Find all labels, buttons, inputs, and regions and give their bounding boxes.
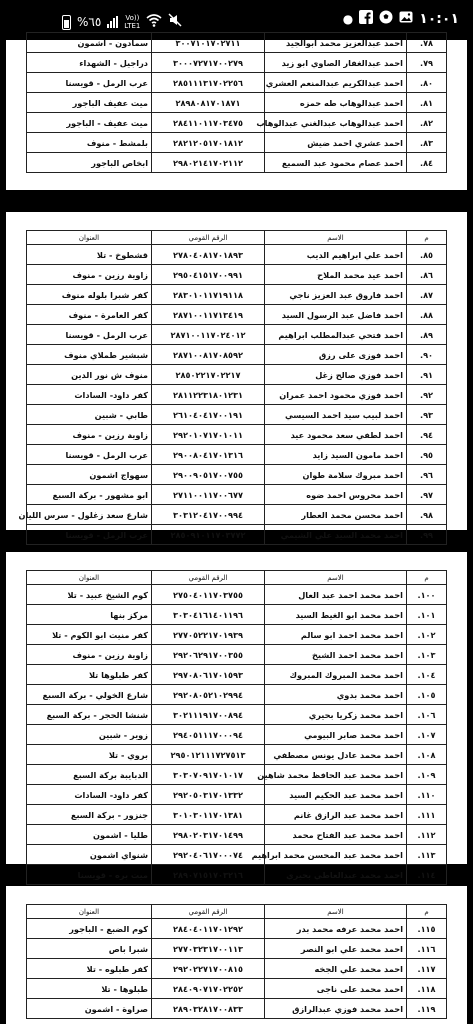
row-national-id: ٢٨٣٠١٠١١٧١٩١١٨: [152, 285, 265, 305]
row-name: احمد عبدالغفار الصاوي ابو زيد: [265, 53, 407, 73]
row-national-id: ٢٨٤٠٩٠٧١٧٠٢٢٥٢: [152, 979, 265, 999]
row-national-id: ٢٩٨٠٢١٤١٧٠٢١١٢: [152, 153, 265, 173]
row-name: احمد محمد عادل يونس مصطفي: [265, 745, 407, 765]
row-address: طابي - شبين: [27, 405, 152, 425]
row-address: شنشا الحجر - بركة السبع: [27, 705, 152, 725]
row-name: احمد محمد السيد علي الشيمي: [265, 525, 407, 545]
row-number: ١٠٢.: [407, 625, 447, 645]
document-page-1: [6, 37, 467, 190]
row-national-id: ٢٧١١٠٠١١٧٠٠٦٧٧: [152, 485, 265, 505]
table-row: [27, 705, 447, 725]
table-row: [27, 133, 447, 153]
data-table-page-1: [26, 32, 447, 173]
table-row: [27, 665, 447, 685]
row-address: ابو مشهور - بركة السبع: [27, 485, 152, 505]
row-address: عرب الرمل - قويسنا: [27, 525, 152, 545]
row-address: عرب الرمل - قويسنا: [27, 73, 152, 93]
row-national-id: ٢٨٩٠٧١٥١٧٠٣٢١٦: [152, 865, 265, 885]
table-row: [27, 505, 447, 525]
row-national-id: ٢٦١٠٤٠٤١٧٠٠١٩١: [152, 405, 265, 425]
row-number: ١٠٩.: [407, 765, 447, 785]
row-national-id: ٢٩٥٠١٢١١١٧٢٧٥١٣: [152, 745, 265, 765]
row-number: ١١٨.: [407, 979, 447, 999]
row-address: جنزور - بركة السبع: [27, 805, 152, 825]
row-name: احمد عشري احمد ضيش: [265, 133, 407, 153]
row-name: احمد محمد المبروك المبروك: [265, 665, 407, 685]
battery-icon: [62, 15, 71, 30]
row-name: احمد محمد عبد الفتاح محمد: [265, 825, 407, 845]
row-number: ٩٠.: [407, 345, 447, 365]
row-address: الدبايبة بركة السبع: [27, 765, 152, 785]
row-national-id: ٣٠٠٧١٠١٧٠٢٧١١: [152, 33, 265, 53]
row-address: سهواج اشمون: [27, 465, 152, 485]
table-row: [27, 725, 447, 745]
row-name: احمد لطفي سعد محمود عيد: [265, 425, 407, 445]
row-name: احمد فتحي عبدالمطلب ابراهيم: [265, 325, 407, 345]
row-national-id: ٢٩٠٠٨٠٤١٧٠١٣١٦: [152, 445, 265, 465]
row-name: احمد محمد عبد الرازق غانم: [265, 805, 407, 825]
row-number: ١١٩.: [407, 999, 447, 1019]
row-national-id: ٣٠٣٠٤١٦١٤٠١١٩٦: [152, 605, 265, 625]
row-national-id: ٢٨٢١٢٠٥١٧٠١٨١٢: [152, 133, 265, 153]
header-address: العنوان: [27, 231, 152, 245]
table-row: [27, 785, 447, 805]
document-page-3: [6, 552, 467, 880]
table-row: [27, 285, 447, 305]
table-row: [27, 305, 447, 325]
table-row: [27, 865, 447, 885]
row-national-id: ٢٨٩٠٣٢٨١٧٠٠٨٣٣: [152, 999, 265, 1019]
row-name: احمد لبيب سيد احمد السيسي: [265, 405, 407, 425]
row-number: ٨٢.: [407, 113, 447, 133]
table-row: [27, 745, 447, 765]
table-body: [27, 919, 447, 1019]
row-name: احمد محمد علي الجخه: [265, 959, 407, 979]
table-row: [27, 153, 447, 173]
row-national-id: ٢٨٥١١١٣١٧٠٢٢٥٦: [152, 73, 265, 93]
row-address: شارع سعد زغلول - سرس الليان: [27, 505, 152, 525]
status-right-group: [343, 10, 459, 28]
table-row: [27, 939, 447, 959]
row-number: ١٠٧.: [407, 725, 447, 745]
row-name: احمد محمد علي ابو النصر: [265, 939, 407, 959]
row-name: احمد محمد زكريا بحيري: [265, 705, 407, 725]
table-body: [18, 245, 447, 545]
row-number: ٩٥.: [407, 445, 447, 465]
row-national-id: ٢٩٧٠٨٠٦١٧٠١٥٩٣: [152, 665, 265, 685]
row-number: ٩٣.: [407, 405, 447, 425]
row-name: احمد محمد عبد المحسن محمد ابراهيم: [265, 845, 407, 865]
row-number: ١٠٤.: [407, 665, 447, 685]
row-national-id: ٢٧٧٠٥٢٢١٧٠١٩٣٩: [152, 625, 265, 645]
table-header: [27, 231, 447, 245]
header-num: م: [407, 571, 447, 585]
row-number: ٨٤.: [407, 153, 447, 173]
data-table-page-3: [26, 570, 447, 885]
table-row: [27, 845, 447, 865]
table-header: [27, 905, 447, 919]
row-number: ٧٩.: [407, 53, 447, 73]
row-national-id: ٢٩٢٠٤٠٦١٧٠٠٠٧٤: [152, 845, 265, 865]
row-number: ١٠٥.: [407, 685, 447, 705]
row-national-id: ٣٠٢١١١٩١٧٠٠٨٩٤: [152, 705, 265, 725]
data-table-page-4: [26, 904, 447, 1019]
row-address: كوم الشيخ عبيد - تلا: [27, 585, 152, 605]
row-name: احمد محمد عبدالعاطي بحيري: [265, 865, 407, 885]
row-number: ٩٧.: [407, 485, 447, 505]
row-number: ١١٢.: [407, 825, 447, 845]
row-number: ٨٦.: [407, 265, 447, 285]
row-name: احمد عبدالعزيز محمد ابوالجيد: [265, 33, 407, 53]
row-number: ١١٠.: [407, 785, 447, 805]
row-address: عرب الرمل - قويسنا: [27, 325, 152, 345]
row-address: شبرا باص: [27, 939, 152, 959]
header-num: م: [407, 905, 447, 919]
table-row: [27, 825, 447, 845]
row-number: ١١٦.: [407, 939, 447, 959]
row-address: كفر داود- السادات: [27, 785, 152, 805]
row-name: احمد محمد على ناجى: [265, 979, 407, 999]
row-national-id: ٢٨٧١٠٠١١٧٠٢٤٠١٢: [152, 325, 265, 345]
table-row: [27, 465, 447, 485]
document-page-2: [6, 212, 467, 540]
mute-icon: [168, 13, 182, 31]
row-address: شنواي اشمون: [27, 845, 152, 865]
row-national-id: ٢٨٥٠٢٢١٧٠٢٢١٧: [152, 365, 265, 385]
header-name: الاسم: [265, 571, 407, 585]
table-row: [27, 405, 447, 425]
gallery-icon: [399, 10, 413, 28]
row-name: احمد عبدالكريم عبدالمنعم العشري: [265, 73, 407, 93]
header-name: الاسم: [265, 905, 407, 919]
table-row: [27, 425, 447, 445]
row-name: احمد محمد احمد عبد العال: [265, 585, 407, 605]
table-row: [27, 805, 447, 825]
row-name: احمد محمد احمد ابو سالم: [265, 625, 407, 645]
table-row: [27, 265, 447, 285]
row-national-id: ٢٨١١٢٢٣١٨٠١٢٣١: [152, 385, 265, 405]
table-row: [27, 53, 447, 73]
row-address: ميت عفيف الباجور: [27, 93, 152, 113]
table-row: [27, 73, 447, 93]
row-address: منوف ش نور الدين: [27, 365, 152, 385]
row-national-id: ٢٩٢٠٢٢٧١٧٠٠٨١٥: [152, 959, 265, 979]
row-name: احمد محروس احمد ضوه: [265, 485, 407, 505]
row-name: احمد فوزي صالح زغل: [265, 365, 407, 385]
row-number: ٨٥.: [407, 245, 447, 265]
table-body: [27, 33, 447, 173]
row-number: ١١٣.: [407, 845, 447, 865]
row-number: ٨٨.: [407, 305, 447, 325]
header-address: العنوان: [27, 905, 152, 919]
row-address: صراوة - اشمون: [27, 999, 152, 1019]
row-name: احمد محمد صابر البيومي: [265, 725, 407, 745]
table-row: [27, 525, 447, 545]
row-address: كفر منيت ابو الكوم - تلا: [27, 625, 152, 645]
row-number: ٩٢.: [407, 385, 447, 405]
row-address: شبشير طملاي منوف: [27, 345, 152, 365]
row-address: ابخاص الباجور: [27, 153, 152, 173]
row-number: ٧٨.: [407, 33, 447, 53]
soccer-icon: [379, 10, 393, 28]
table-row: [27, 33, 447, 53]
row-number: ١٠٨.: [407, 745, 447, 765]
row-address: شارع الخولي - بركة السبع: [27, 685, 152, 705]
row-national-id: ٢٩٢٠٥٠٣١٧٠١٣٣٢: [152, 785, 265, 805]
row-address: بلمشط - منوف: [27, 133, 152, 153]
row-name: احمد فاضل عبد الرسول السيد: [265, 305, 407, 325]
row-national-id: ٢٨٩٨٠٨١٧٠١٨٧١: [152, 93, 265, 113]
row-number: ١١٥.: [407, 919, 447, 939]
row-address: قشطوخ - تلا: [27, 245, 152, 265]
row-national-id: ٢٨٧١٠٠١١٧١٣٤١٩: [152, 305, 265, 325]
network-label: Vo)) LTE1: [124, 14, 141, 30]
row-number: ٩٦.: [407, 465, 447, 485]
row-name: احمد محسن محمد العطار: [265, 505, 407, 525]
row-number: ١١٤.: [407, 865, 447, 885]
row-national-id: ٢٩٤٠٥١١١٧٠٠٠٩٤: [152, 725, 265, 745]
status-left-group: [62, 13, 182, 31]
table-row: [27, 605, 447, 625]
row-national-id: ٢٨٧١٠٠٨١٧٠٨٥٩٢: [152, 345, 265, 365]
table-row: [27, 919, 447, 939]
row-address: زوير - شبين: [27, 725, 152, 745]
row-address: زاوية رزين - منوف: [27, 265, 152, 285]
row-national-id: ٢٩٥٠٤١٥١٧٠٠٩٩١: [152, 265, 265, 285]
row-number: ٨٧.: [407, 285, 447, 305]
signal-icon: [107, 16, 118, 28]
table-body: [27, 585, 447, 885]
table-row: [27, 445, 447, 465]
table-row: [27, 765, 447, 785]
row-name: احمد عيد محمد الملاح: [265, 265, 407, 285]
row-national-id: ٢٩٨٠٢٠٣١٧٠١٤٩٩: [152, 825, 265, 845]
row-address: ميت عفيف - الباجور: [27, 113, 152, 133]
row-number: ١٠٠.: [407, 585, 447, 605]
row-number: ٨١.: [407, 93, 447, 113]
header-row: [27, 905, 447, 919]
row-national-id: ٢٩٠٠٩٠٥١٧٠٠٧٥٥: [152, 465, 265, 485]
row-address: زاوية رزين - منوف: [27, 425, 152, 445]
row-name: احمد محمد احمد الشيخ: [265, 645, 407, 665]
table-row: [27, 585, 447, 605]
row-name: احمد مامون السيد زايد: [265, 445, 407, 465]
row-national-id: ٣٠١٠٣٠١١٧٠١٣٨١: [152, 805, 265, 825]
table-row: [27, 245, 447, 265]
row-name: احمد محمد عبد الحافظ محمد شاهين: [265, 765, 407, 785]
row-address: عرب الرمل - قويسنا: [27, 445, 152, 465]
dot-icon: ●: [342, 12, 354, 26]
row-name: احمد محمد عرفه محمد بدر: [265, 919, 407, 939]
row-national-id: ٢٨٤٠٤٠١١٧٠١٢٩٢: [152, 919, 265, 939]
table-row: [27, 999, 447, 1019]
header-national-id: الرقم القومي: [152, 231, 265, 245]
table-row: [27, 959, 447, 979]
table-row: [27, 645, 447, 665]
row-national-id: ٣٠٣٠٧٠٩١٧٠١٠١٧: [152, 765, 265, 785]
row-name: احمد فوزى على رزق: [265, 345, 407, 365]
row-name: احمد علي ابراهيم الديب: [265, 245, 407, 265]
row-address: كفر طبلوها تلا: [27, 665, 152, 685]
row-national-id: ٢٩٢٠١٠٧١٧٠١٠١١: [152, 425, 265, 445]
row-address: كفر طبلوه - تلا: [27, 959, 152, 979]
row-address: كوم الضبع - الباجور: [27, 919, 152, 939]
row-address: سمادون - اشمون: [27, 33, 152, 53]
row-number: ١١١.: [407, 805, 447, 825]
row-number: ٨٩.: [407, 325, 447, 345]
table-row: [27, 113, 447, 133]
row-number: ٨٣.: [407, 133, 447, 153]
clock-time: ١٠:٠١: [419, 11, 459, 27]
row-number: ٨٠.: [407, 73, 447, 93]
row-national-id: ٢٨٥٠٩١٠١١٧٠٣٧٧٢: [152, 525, 265, 545]
row-name: احمد فاروق عبد العزيز ناجي: [265, 285, 407, 305]
row-address: طليا - اشمون: [27, 825, 152, 845]
row-number: ١٠٣.: [407, 645, 447, 665]
row-national-id: ٢٧٨٠٤٠٨١٧٠١٨٩٣: [152, 245, 265, 265]
row-address: طبلوها - تلا: [27, 979, 152, 999]
header-row: [27, 231, 447, 245]
table-row: [27, 979, 447, 999]
row-national-id: ٢٨٤١١٠١١٧٠٣٤٧٥: [152, 113, 265, 133]
row-number: ١١٧.: [407, 959, 447, 979]
row-number: ١٠١.: [407, 605, 447, 625]
row-national-id: ٢٩٢٠٦٢٩١٧٠٠٣٥٥: [152, 645, 265, 665]
row-address: كفر شبرا بلوله منوف: [27, 285, 152, 305]
row-number: ٩٨.: [407, 505, 447, 525]
facebook-icon: [359, 10, 373, 28]
document-page-4: [6, 886, 467, 1024]
header-row: [27, 571, 447, 585]
row-number: ١٠٦.: [407, 705, 447, 725]
row-name: احمد محمد عبد الحكيم السيد: [265, 785, 407, 805]
row-address: مركز بنها: [27, 605, 152, 625]
row-name: احمد عبدالوهاب طه حمزه: [265, 93, 407, 113]
row-name: احمد فوزي محمود احمد عمران: [265, 385, 407, 405]
table-row: [27, 93, 447, 113]
row-national-id: ٢٩٢٠٨٠٥٢١٠٢٩٩٤: [152, 685, 265, 705]
table-row: [27, 385, 447, 405]
row-national-id: ٢٧٧٠٣٢٣١٧٠٠١١٣: [152, 939, 265, 959]
table-row: [27, 365, 447, 385]
table-row: [27, 485, 447, 505]
row-name: احمد محمد بدوي: [265, 685, 407, 705]
row-address: بروي - تلا: [27, 745, 152, 765]
row-number: ٩١.: [407, 365, 447, 385]
row-national-id: ٣٠٠٠٧٢٧١٧٠٠٢٧٩: [152, 53, 265, 73]
table-row: [27, 325, 447, 345]
header-national-id: الرقم القومي: [152, 905, 265, 919]
row-name: احمد عصام محمود عبد السميع: [265, 153, 407, 173]
row-name: احمد محمد ابو الغيط السيد: [265, 605, 407, 625]
header-national-id: الرقم القومي: [152, 571, 265, 585]
row-number: ٩٩.: [407, 525, 447, 545]
data-table-page-2: [18, 230, 447, 545]
table-row: [27, 685, 447, 705]
row-address: كفر داود- السادات: [27, 385, 152, 405]
row-address: زاوية رزين - منوف: [27, 645, 152, 665]
row-number: ٩٤.: [407, 425, 447, 445]
header-num: م: [407, 231, 447, 245]
row-address: ميت بره - قويسنا: [27, 865, 152, 885]
row-address: كفر العامرة - منوف: [27, 305, 152, 325]
row-national-id: ٢٧٥٠٤٠١١٧٠٣٧٥٥: [152, 585, 265, 605]
table-row: [27, 625, 447, 645]
row-name: احمد مبروك سلامة طوان: [265, 465, 407, 485]
row-name: احمد عبدالوهاب عبدالغني عبدالوهاب: [265, 113, 407, 133]
wifi-icon: [146, 14, 162, 31]
header-address: العنوان: [27, 571, 152, 585]
table-header: [27, 571, 447, 585]
row-national-id: ٣٠٣١٢٠٤١٧٠٠٩٩٤: [152, 505, 265, 525]
row-name: احمد محمد فوزي عبدالرازق: [265, 999, 407, 1019]
battery-percent: %٦٥: [77, 15, 102, 29]
table-row: [27, 345, 447, 365]
row-address: دراجيل - الشهداء: [27, 53, 152, 73]
header-name: الاسم: [265, 231, 407, 245]
